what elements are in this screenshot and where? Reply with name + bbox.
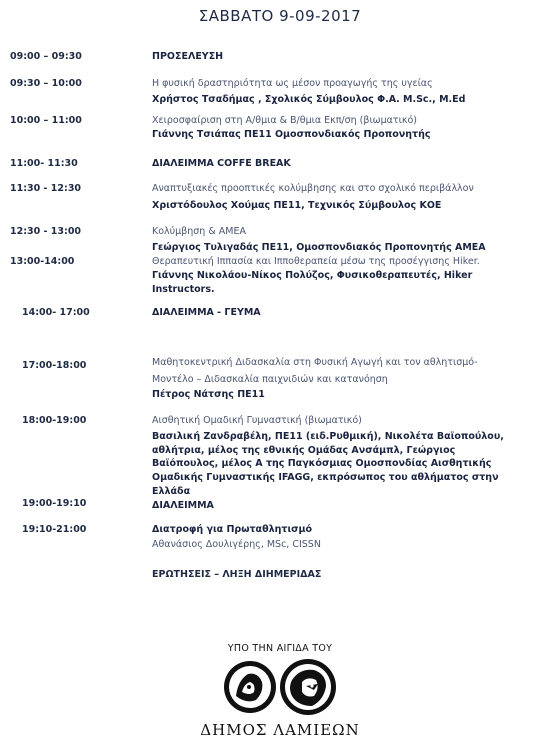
session-title: Μαθητοκεντρική Διδασκαλία στη Φυσική Αγωγή και τον αθλητισμό- <box>152 357 478 368</box>
session-speaker: αθλήτρια, μέλος της εθνικής Ομάδας Ανσάμπλ, Γεώργιος <box>152 445 456 456</box>
session-title: ΔΙΑΛΕΙΜΜΑ COFFE BREAK <box>152 158 291 169</box>
municipality-coin-emblem-icon <box>222 656 340 718</box>
time-slot-2: 10:00 – 11:00 <box>10 115 82 126</box>
session-speaker: Γεώργιος Τυλιγαδάς ΠΕ11, Ομοσπονδιακός Προπονητής ΑΜΕΑ <box>152 242 486 253</box>
time-slot-8: 17:00-18:00 <box>22 360 87 371</box>
session-title: ΠΡΟΣΕΛΕΥΣΗ <box>152 51 224 62</box>
session-speaker: Χριστόδουλος Χούμας ΠΕ11, Τεχνικός Σύμβουλος ΚΟΕ <box>152 200 442 211</box>
session-speaker: Βαϊόπουλος, μέλος Α της Παγκόσμιας Ομοσπονδίας Αισθητικής <box>152 458 492 469</box>
session-speaker: Αθανάσιος Δουλιγέρης, MSc, CISSN <box>152 539 321 550</box>
time-slot-7: 14:00- 17:00 <box>22 307 90 318</box>
time-slot-6: 13:00-14:00 <box>10 256 75 267</box>
patronage-label: ΥΠΟ ΤΗΝ ΑΙΓΙΔΑ ΤΟΥ <box>227 643 333 654</box>
session-title: Η φυσική δραστηριότητα ως μέσον προαγωγής της υγείας <box>152 78 433 89</box>
session-speaker: Πέτρος Νάτσης ΠΕ11 <box>152 389 265 400</box>
time-slot-11: 19:10-21:00 <box>22 524 87 535</box>
time-slot-3: 11:00- 11:30 <box>10 158 78 169</box>
session-title: Κολύμβηση & ΑΜΕΑ <box>152 226 246 237</box>
session-title: Διατροφή για Πρωταθλητισμό <box>152 524 313 535</box>
session-title: Χειροσφαίριση στη Α/θμια & Β/θμια Εκπ/ση (βιωματικό) <box>152 115 417 126</box>
session-title: Θεραπευτική Ιππασία και Ιπποθεραπεία μέσω της προσέγγισης Hiker. <box>152 256 480 267</box>
session-title: Αναπτυξιακές προοπτικές κολύμβησης και στο σχολικό περιβάλλον <box>152 183 474 194</box>
closing-line: ΕΡΩΤΗΣΕΙΣ – ΛΗΞΗ ΔΙΗΜΕΡΙΔΑΣ <box>152 569 322 580</box>
time-slot-5: 12:30 - 13:00 <box>10 226 82 237</box>
time-slot-1: 09:30 – 10:00 <box>10 78 82 89</box>
session-title: Μοντέλο – Διδασκαλία παιχνιδιών και κατανόηση <box>152 374 388 385</box>
session-speaker: Γιάννης Νικολάου-Νίκος Πολύζος, Φυσικοθεραπευτές, Hiker <box>152 270 473 281</box>
session-speaker: Ελλάδα <box>152 486 191 497</box>
session-title: Αισθητική Ομαδική Γυμναστική (βιωματικό) <box>152 415 362 426</box>
time-slot-4: 11:30 - 12:30 <box>10 183 82 194</box>
time-slot-9: 18:00-19:00 <box>22 415 87 426</box>
session-speaker: Γιάννης Τσιάπας ΠΕ11 Ομοσπονδιακός Προπονητής <box>152 129 431 140</box>
session-title: ΔΙΑΛΕΙΜΜΑ <box>152 500 214 511</box>
time-slot-0: 09:00 – 09:30 <box>10 51 82 62</box>
session-speaker: Instructors. <box>152 284 215 295</box>
session-speaker: Χρήστος Τσαδήμας , Σχολικός Σύμβουλος Φ.Α. M.Sc., M.Ed <box>152 94 466 105</box>
session-speaker: Βασιλική Ζανδραβέλη, ΠΕ11 (ειδ.Ρυθμική), Νικολέτα Βαϊοπούλου, <box>152 431 504 442</box>
municipality-name: ΔΗΜΟΣ ΛΑΜΙΕΩΝ <box>200 721 360 739</box>
session-title: ΔΙΑΛΕΙΜΜΑ - ΓΕΥΜΑ <box>152 307 261 318</box>
time-slot-10: 19:00-19:10 <box>22 498 87 509</box>
page-title: ΣΑΒΒΑΤΟ 9-09-2017 <box>198 7 362 25</box>
session-speaker: Ομαδικής Γυμναστικής IFAGG, εκπρόσωπος του αθλήματος στην <box>152 472 499 483</box>
